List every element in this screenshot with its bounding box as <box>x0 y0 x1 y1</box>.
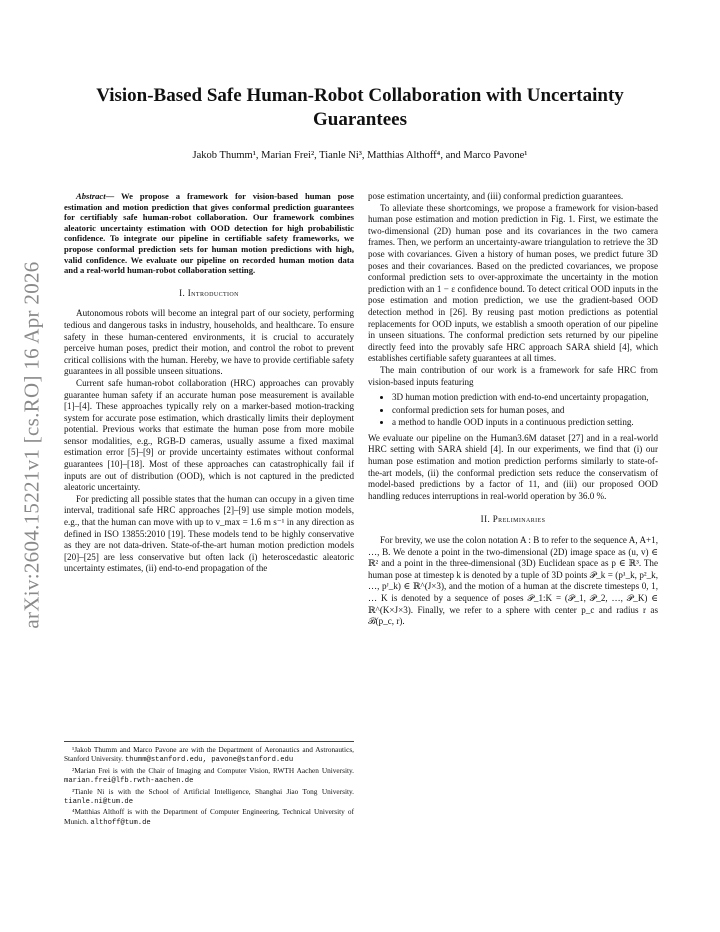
footnotes <box>64 741 354 828</box>
footnote-1: ¹Jakob Thumm and Marco Pavone are with the Department of Aeronautics and Astronautics, Stanford University. thumm@stanford.edu, pavone@stanford.edu <box>64 745 354 765</box>
section-heading-introduction: I. Introduction <box>179 287 239 298</box>
contribution-list <box>368 392 658 429</box>
paper-title: Vision-Based Safe Human-Robot Collaboration with Uncertainty Guarantees <box>96 85 624 130</box>
left-column <box>64 191 354 575</box>
preliminaries-paragraph: For brevity, we use the colon notation A : B to refer to the sequence A, A+1, …, B. We denote a point in the two-dimensional (2D) image space as (u, v) ∈ ℝ² and a point in the three-dimensional (3D) Euclidean space as p ∈ ℝ³. The human pose at timestep k is denoted by a tuple of 3D points 𝒫_k = (p¹_k, p²_k, …, pᴶ_k) ∈ ℝ^(J×3), and the motion of a human at the discrete timesteps 0, 1, … K is denoted by a sequence of poses 𝒫_1:K = (𝒫_1, 𝒫_2, …, 𝒫_K) ∈ ℝ^(K×J×3). Finally, we refer to a sphere with center p_c and radius r as ℬ(p_c, r). <box>368 535 658 627</box>
list-item: • conformal prediction sets for human poses, and <box>392 405 658 417</box>
arxiv-id-text: arXiv:2604.15221v1 [cs.RO] 16 Apr 2026 <box>19 261 44 629</box>
intro-paragraph-2: Current safe human-robot collaboration (HRC) approaches can provably guarantee human safety if an accurate human pose measurement is available [1]–[4]. These approaches typically rely on a marker-based motion-tracking system for accurate pose estimation, which drastically limits their deployment potential. Previous works that estimate the human pose from more mobile sensor modalities, e.g., RGB-D cameras, usually assume a fixed maximal estimation error [5]–[9] or provide uncertainty estimates without conformal guarantees [10]–[18]. Most of these approaches can catastrophically fail if inputs are out of distribution (OOD), which is not captured in the predicted aleatoric uncertainty. <box>64 377 354 493</box>
arxiv-identifier <box>12 210 52 680</box>
author-list: Jakob Thumm¹, Marian Frei², Tianle Ni³, Matthias Althoff⁴, and Marco Pavone¹ <box>192 150 528 161</box>
footnote-4: ⁴Matthias Althoff is with the Department of Computer Engineering, Technical University of Munich. althoff@tum.de <box>64 807 354 827</box>
intro-paragraph-1: Autonomous robots will become an integral part of our society, performing tedious and dangerous tasks in industry, households, and healthcare. To ensure safety in these human-centered environments, it is crucial to accurately perceive human poses, predict their motion, and control the robot to prevent critical collisions with the human. Hereby, we have to provide certifiable safety guarantees in all possible unseen situations. <box>64 308 354 377</box>
evaluation-paragraph: We evaluate our pipeline on the Human3.6M dataset [27] and in a real-world HRC setting with SARA shield [4]. In our experiments, we find that (i) our human pose estimation and motion prediction performs similarly to state-of-the-art models, (ii) the conformal prediction sets reduce the conservatism of model-based predictions by a factor of 11, and (iii) our proposed OOD handling reduces interruptions in real-world operation by 36.0 %. <box>368 432 658 501</box>
footnote-email[interactable]: tianle.ni@tum.de <box>64 798 134 807</box>
abstract <box>64 191 354 276</box>
footnote-email[interactable]: marian.frei@lfb.rwth-aachen.de <box>64 777 194 786</box>
right-column <box>368 191 658 628</box>
footnote-2: ²Marian Frei is with the Chair of Imaging and Computer Vision, RWTH Aachen University. marian.frei@lfb.rwth-aachen.de <box>64 765 354 786</box>
section-heading-preliminaries: II. Preliminaries <box>480 514 546 525</box>
right-paragraph-1: pose estimation uncertainty, and (iii) conformal prediction guarantees. <box>368 191 624 201</box>
intro-paragraph-3: For predicting all possible states that the human can occupy in a given time interval, traditional safe HRC approaches [2]–[9] use simple motion models, e.g., that the human can move with up to v_max = 1.6 m s⁻¹ in any direction as defined in ISO 13855:2010 [19]. These models tend to be highly conservative as they are not data-driven. State-of-the-art human motion prediction models [20]–[25] are less conservative but often lack (i) heteroscedastic aleatoric uncertainty estimates, (ii) end-to-end propagation of the <box>64 493 354 574</box>
footnote-email[interactable]: thumm@stanford.edu, pavone@stanford.edu <box>124 756 294 765</box>
footnote-3: ³Tianle Ni is with the School of Artificial Intelligence, Shanghai Jiao Tong University. tianle.ni@tum.de <box>64 786 354 807</box>
abstract-lead: Abstract— <box>76 191 115 201</box>
abstract-text: We propose a framework for vision-based human pose estimation and motion prediction that gives conformal prediction guarantees for certifiably safe human-robot collaboration. Our framework combines aleatoric uncertainty estimation with OOD detection for high probabilistic confidence. To integrate our pipeline in certifiable safety frameworks, we propose conformal prediction sets for human motion predictions with high, valid confidence. We evaluate our pipeline on recorded human motion data and a real-world human-robot collaboration setting. <box>64 191 354 276</box>
list-item: • 3D human motion prediction with end-to-end uncertainty propagation, <box>392 392 658 404</box>
footnote-email[interactable]: althoff@tum.de <box>90 818 151 827</box>
right-paragraph-3: The main contribution of our work is a framework for safe HRC from vision-based inputs featuring <box>368 364 658 387</box>
right-paragraph-2: To alleviate these shortcomings, we propose a framework for vision-based human pose estimation and motion prediction in Fig. 1. First, we estimate the two-dimensional (2D) human pose and its covariances in the two camera frames. Then, we perform an uncertainty-aware triangulation to retrieve the 3D pose with covariances. Given a history of human poses, we predict future 3D poses and their covariances. Based on the predicted covariances, we propose conformal prediction sets to over-approximate the uncertainty in the motion prediction with an 1 − ε confidence bound. To detect critical OOD inputs in the pose estimation and motion prediction, we use the gradient-based OOD detection method in [26]. By reusing past motion predictions as potential replacements for OOD inputs, we establish a smooth operation of our pipeline in unseen situations. The conformal prediction sets returned by our pipeline directly feed into the provably safe HRC approach SARA shield [4], which establishes certifiable safety guarantees at all times. <box>368 202 658 364</box>
list-item: • a method to handle OOD inputs in a continuous prediction setting. <box>392 417 658 429</box>
